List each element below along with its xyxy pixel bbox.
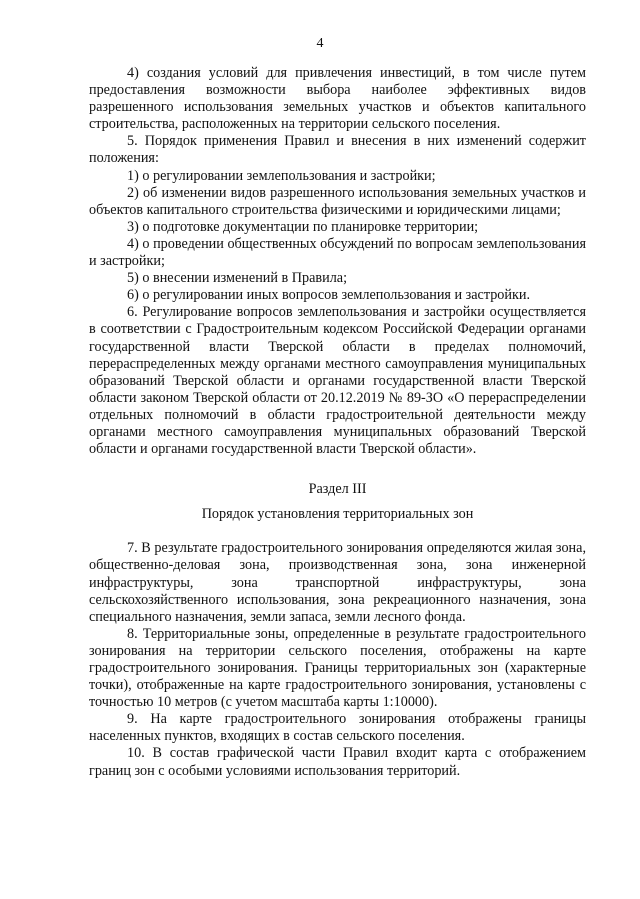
- paragraph: 8. Территориальные зоны, определенные в результате градостроительного зонирования на территории сельского поселения, отображены на карте градостроительного зонирования. Границы территориальных зон (характерные точки), отображенные на карте градостроительного зонирования, установлены с точностью 10 метров (с учетом масштаба карты 1:10000).: [89, 625, 586, 711]
- list-item: 2) об изменении видов разрешенного использования земельных участков и объектов капитального строительства физическими и юридическими лицами;: [89, 184, 586, 218]
- paragraph: 9. На карте градостроительного зонирования отображены границы населенных пунктов, входящих в состав сельского поселения.: [89, 711, 586, 745]
- list-item: 4) о проведении общественных обсуждений по вопросам землепользования и застройки;: [89, 235, 586, 270]
- paragraph: 5. Порядок применения Правил и внесения в них изменений содержит положения:: [89, 133, 586, 167]
- paragraph: 7. В результате градостроительного зонирования определяются жилая зона, общественно-деловая зона, производственная зона, зона инженерной инфраструктуры, зона транспортной инфраструктуры, зона сельскохозяйственного использования, зона рекреационного назначения, зона специального назначения, земли запаса, земли лесного фонда.: [89, 540, 586, 625]
- list-item: 3) о подготовке документации по планировке территории;: [127, 218, 479, 235]
- list-item: 6) о регулировании иных вопросов землепользования и застройки.: [127, 287, 531, 304]
- document-body: [89, 65, 586, 780]
- spacer: [89, 523, 586, 540]
- list-item: 1) о регулировании землепользования и застройки;: [127, 167, 436, 184]
- section-subtitle: Порядок установления территориальных зон: [201, 506, 474, 523]
- spacer: [89, 458, 586, 481]
- spacer: [89, 498, 586, 506]
- page-number: 4: [316, 36, 324, 51]
- paragraph: 4) создания условий для привлечения инвестиций, в том числе путем предоставления возможности выбора наиболее эффективных видов разрешенного использования земельных участков и объектов капитального строительства, расположенных на территории сельского поселения.: [89, 65, 586, 133]
- paragraph: 10. В состав графической части Правил входит карта с отображением границ зон с особыми условиями использования территорий.: [89, 745, 586, 779]
- section-title: Раздел III: [308, 481, 367, 498]
- list-item: 5) о внесении изменений в Правила;: [127, 270, 348, 287]
- paragraph: 6. Регулирование вопросов землепользования и застройки осуществляется в соответствии с Градостроительным кодексом Российской Федерации органами государственной власти Тверской области в пределах полномочий, перераспределенных между органами местного самоуправления муниципальных образований Тверской области и органами государственной власти Тверской области законом Тверской области от 20.12.2019 № 89-ЗО «О перераспределении отдельных полномочий в области градостроительной деятельности между органами местного самоуправления муниципальных образований Тверской области и органами государственной власти Тверской области».: [89, 304, 586, 458]
